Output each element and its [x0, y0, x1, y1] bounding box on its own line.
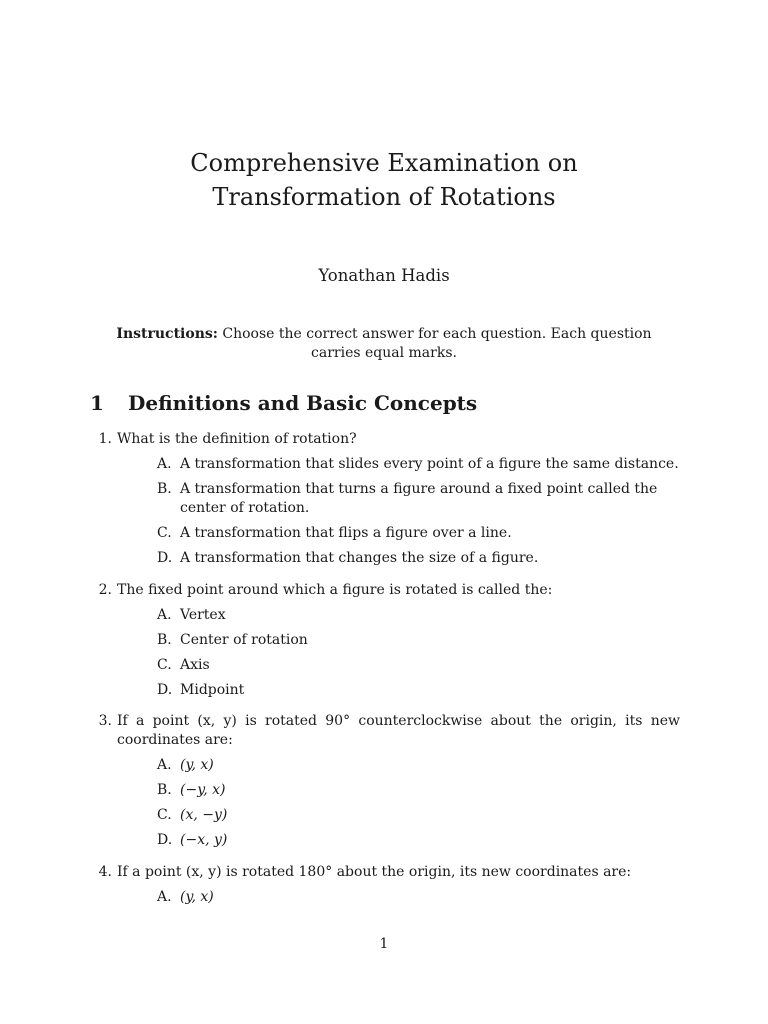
question-2 [90, 581, 680, 706]
question-number: 3. [98, 713, 112, 729]
document-title: Comprehensive Examination on Transformation of Rotations [190, 149, 578, 211]
question-number: 2. [98, 582, 112, 598]
option-b [90, 480, 680, 518]
option-text: A transformation that changes the size of a figure. [180, 550, 539, 566]
question-number: 1. [98, 431, 112, 447]
question-text: If a point (x, y) is rotated 90° counterclockwise about the origin, its new coordinates are: [117, 713, 680, 748]
page-number: 1 [379, 936, 389, 952]
option-list [90, 888, 680, 907]
question-text: What is the definition of rotation? [117, 431, 357, 447]
option-text: (x, −y) [180, 807, 228, 823]
question-text: The fixed point around which a figure is rotated is called the: [117, 582, 553, 598]
option-text: Axis [180, 657, 210, 673]
option-label: D. [157, 550, 173, 566]
option-a [90, 756, 680, 775]
option-text: (−y, x) [180, 782, 226, 798]
option-b [90, 781, 680, 800]
question-number: 4. [98, 864, 112, 880]
question-3 [90, 712, 680, 856]
option-text: (−x, y) [180, 832, 228, 848]
option-label: A. [157, 757, 172, 773]
option-label: B. [157, 481, 172, 497]
option-text: Vertex [180, 607, 226, 623]
question-1 [90, 430, 680, 574]
option-text: Midpoint [180, 682, 245, 698]
option-text: A transformation that flips a figure over a line. [180, 525, 512, 541]
option-label: A. [157, 456, 172, 472]
option-label: B. [157, 782, 172, 798]
instructions-text: Choose the correct answer for each question. Each question carries equal marks. [222, 326, 652, 361]
option-text: A transformation that slides every point of a figure the same distance. [180, 456, 679, 472]
option-label: B. [157, 632, 172, 648]
instructions [92, 325, 676, 363]
option-d [90, 549, 680, 568]
option-text: A transformation that turns a figure around a fixed point called the center of rotation. [180, 481, 658, 516]
section-heading [90, 390, 477, 416]
section-title: Definitions and Basic Concepts [128, 391, 478, 415]
option-c [90, 524, 680, 543]
question-4 [90, 863, 680, 913]
option-c [90, 656, 680, 675]
option-label: C. [157, 807, 172, 823]
option-label: D. [157, 832, 173, 848]
option-text: Center of rotation [180, 632, 308, 648]
section-number: 1 [90, 391, 104, 415]
option-label: C. [157, 525, 172, 541]
option-text: (y, x) [180, 889, 214, 905]
option-c [90, 806, 680, 825]
option-label: A. [157, 889, 172, 905]
option-d [90, 831, 680, 850]
option-label: A. [157, 607, 172, 623]
option-d [90, 681, 680, 700]
author-name: Yonathan Hadis [318, 266, 450, 285]
option-list [90, 455, 680, 568]
option-a [90, 606, 680, 625]
option-b [90, 631, 680, 650]
instructions-label: Instructions: [116, 326, 218, 342]
option-list [90, 756, 680, 850]
option-list [90, 606, 680, 700]
question-text: If a point (x, y) is rotated 180° about the origin, its new coordinates are: [117, 864, 632, 880]
option-a [90, 455, 680, 474]
option-label: D. [157, 682, 173, 698]
option-text: (y, x) [180, 757, 214, 773]
option-label: C. [157, 657, 172, 673]
option-a [90, 888, 680, 907]
